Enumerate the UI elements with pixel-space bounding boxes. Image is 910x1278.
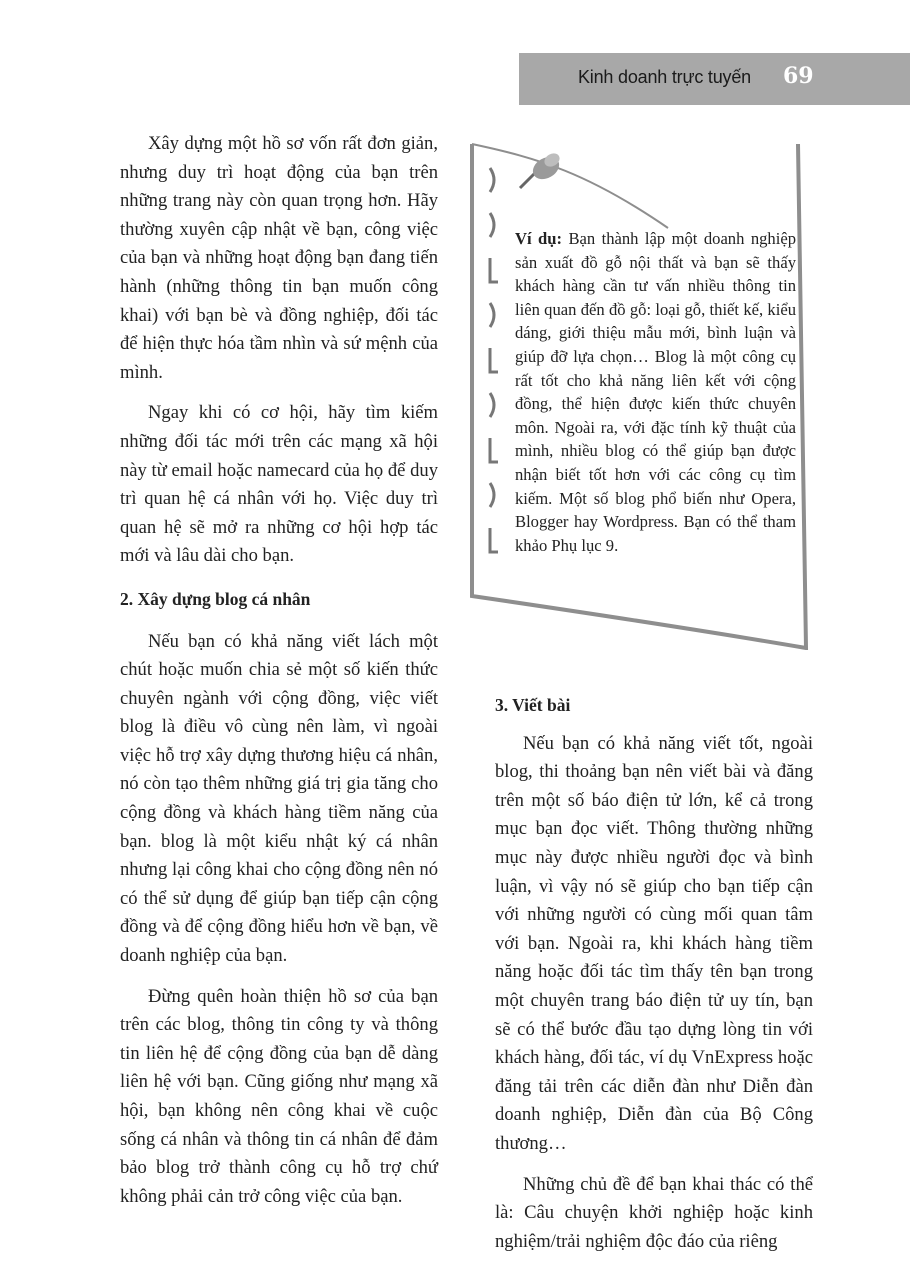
note-fold-line <box>472 144 668 228</box>
page-number: 69 <box>783 63 814 89</box>
pushpin-icon <box>520 151 563 188</box>
section-heading-blog: 2. Xây dựng blog cá nhân <box>120 588 311 609</box>
binding-marks <box>490 168 498 552</box>
right-column <box>495 691 813 1256</box>
example-lead: Ví dụ: <box>515 229 563 248</box>
paragraph: Đừng quên hoàn thiện hồ sơ của bạn trên các blog, thông tin công ty và thông tin liên hệ để cộng đồng của bạn dễ dàng liên hệ với bạn. Cũng giống như mạng xã hội, bạn không nên công khai về cuộc sống cá nhân và thông tin cá nhân để đảm bảo blog trở thành công cụ hỗ trợ chứ không phải cản trở công việc của bạn. <box>120 985 438 1207</box>
running-header-title: Kinh doanh trực tuyến <box>578 67 751 87</box>
paragraph: Xây dựng một hồ sơ vốn rất đơn giản, nhưng duy trì hoạt động của bạn trên những trang này còn quan trọng hơn. Hãy thường xuyên cập nhật về bạn, công việc của bạn và những hoạt động bạn đang tiến hành (những thông tin bạn muốn công khai) với bạn bè và đồng nghiệp, đối tác để hiện thực hóa tầm nhìn và sứ mệnh của mình. <box>120 133 438 383</box>
example-text: Bạn thành lập một doanh nghiệp sản xuất đồ gỗ nội thất và bạn sẽ thấy khách hàng cần tư vấn nhiều thông tin liên quan đến đồ gỗ: loại gỗ, thiết kế, kiểu dáng, giới thiệu mẫu mới, bình luận và giúp đỡ lựa chọn… Blog là một công cụ rất tốt cho khả năng liên kết với cộng đồng, thể hiện được kiến thức chuyên môn. Ngoài ra, với đặc tính kỹ thuật của mình, nhiều blog có thể giúp bạn được nhận biết tốt hơn với các công cụ tìm kiếm. Một số blog phổ biến như Opera, Blogger hay Wordpress. Bạn có thể tham khảo Phụ lục 9. <box>515 229 796 555</box>
example-note <box>515 227 796 557</box>
paragraph: Nếu bạn có khả năng viết tốt, ngoài blog, thi thoảng bạn nên viết bài và đăng trên một số báo điện tử lớn, kể cả trong mục bạn đọc viết. Thông thường những mục này được nhiều người đọc và bình luận, vì vậy nó sẽ giúp cho bạn tiếp cận với những người có cùng mối quan tâm với bạn. Ngoài ra, khi khách hàng tiềm năng hoặc đối tác tìm thấy tên bạn trong một chuyên trang báo điện tử uy tín, bạn sẽ có thể bước đầu tạo dựng lòng tin với khách hàng, đối tác, ví dụ VnExpress hoặc đăng tải trên các diễn đàn như Diễn đàn doanh nghiệp, Diễn đàn của Bộ Công thương… <box>495 732 813 1154</box>
paragraph: Những chủ đề để bạn khai thác có thể là: Câu chuyện khởi nghiệp hoặc kinh nghiệm/trải nghiệm độc đáo của riêng <box>495 1173 813 1252</box>
paragraph: Ngay khi có cơ hội, hãy tìm kiếm những đối tác mới trên các mạng xã hội này từ email hoặc namecard của họ để duy trì quan hệ cá nhân với họ. Việc duy trì quan hệ sẽ mở ra những cơ hội hợp tác mới và lâu dài cho bạn. <box>120 402 438 567</box>
paragraph: Nếu bạn có khả năng viết lách một chút hoặc muốn chia sẻ một số kiến thức chuyên ngành với cộng đồng, việc viết blog là điều vô cùng nên làm, vì ngoài việc hỗ trợ xây dựng thương hiệu cá nhân, nó còn tạo thêm những giá trị gia tăng cho cộng đồng và khách hàng tiềm năng của bạn. blog là một kiểu nhật ký cá nhân nhưng lại công khai cho cộng đồng nên nó có thể sử dụng để giúp bạn tiếp cận cộng đồng và để cộng đồng hiểu hơn về bạn, về doanh nghiệp của bạn. <box>120 630 438 967</box>
left-column <box>120 130 438 1211</box>
section-heading-writing: 3. Viết bài <box>495 695 571 715</box>
